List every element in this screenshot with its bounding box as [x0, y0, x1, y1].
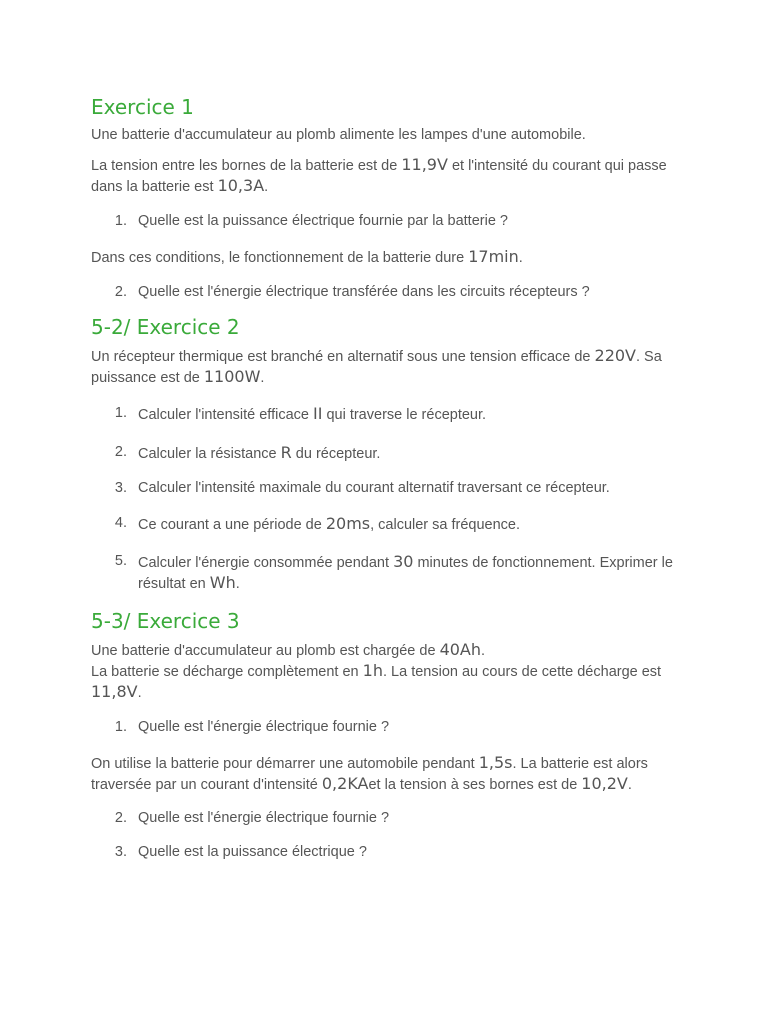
exercise-2-question-list [91, 404, 681, 594]
value-power: 1100W [203, 367, 261, 386]
value-tension: 11,9V [401, 155, 448, 174]
question-item: 4. Ce courant a une période de 20ms, calculer sa fréquence. [114, 514, 521, 533]
exercise-3-question-list-a [91, 718, 681, 737]
document-page [91, 95, 681, 862]
exercise-3-usage: On utilise la batterie pour démarrer une automobile pendant 1,5s. La batterie est alors traversée par un courant d'intensité 0,2KAet la tension à ses bornes est de 10,2V. [91, 753, 648, 793]
exercise-1-intro: Une batterie d'accumulateur au plomb alimente les lampes d'une automobile. [91, 127, 586, 143]
exercise-1-statement: La tension entre les bornes de la batterie est de 11,9V et l'intensité du courant qui passe dans la batterie est 10,3A. [91, 155, 667, 195]
question-item: 1. Quelle est la puissance électrique fournie par la batterie ? [114, 213, 508, 229]
question-item: 2. Quelle est l'énergie électrique transférée dans les circuits récepteurs ? [114, 284, 590, 300]
value-intensity: 10,3A [217, 176, 265, 195]
exercise-1-title: Exercice 1 [91, 95, 194, 119]
question-item: 1. Quelle est l'énergie électrique fournie ? [114, 719, 390, 735]
question-item: 3. Quelle est la puissance électrique ? [114, 844, 367, 860]
exercise-3-statement: Une batterie d'accumulateur au plomb est chargée de 40Ah. La batterie se décharge complètement en 1h. La tension au cours de cette décharge est 11,8V. [91, 640, 662, 701]
value-voltage: 220V [594, 346, 636, 365]
exercise-2-statement: Un récepteur thermique est branché en alternatif sous une tension efficace de 220V. Sa puissance est de 1100W. [91, 346, 662, 386]
value-duration: 17min [468, 247, 519, 266]
exercise-1-question-list-a [91, 212, 681, 231]
question-item: 2. Calculer la résistance R du récepteur. [114, 443, 381, 462]
question-item: 2. Quelle est l'énergie électrique fournie ? [114, 810, 390, 826]
exercise-2-title: 5-2/ Exercice 2 [91, 315, 240, 339]
exercise-1-question-list-b [91, 283, 681, 302]
question-item: 1. Calculer l'intensité efficace II qui traverse le récepteur. [114, 404, 487, 423]
question-item: 3. Calculer l'intensité maximale du courant alternatif traversant ce récepteur. [114, 480, 610, 496]
question-item: 5. Calculer l'énergie consommée pendant 30 minutes de fonctionnement. Exprimer le résultat en Wh. [114, 552, 673, 592]
exercise-3-title: 5-3/ Exercice 3 [91, 609, 240, 633]
exercise-3-question-list-b [91, 809, 681, 862]
exercise-1-condition: Dans ces conditions, le fonctionnement de la batterie dure 17min. [91, 247, 523, 266]
